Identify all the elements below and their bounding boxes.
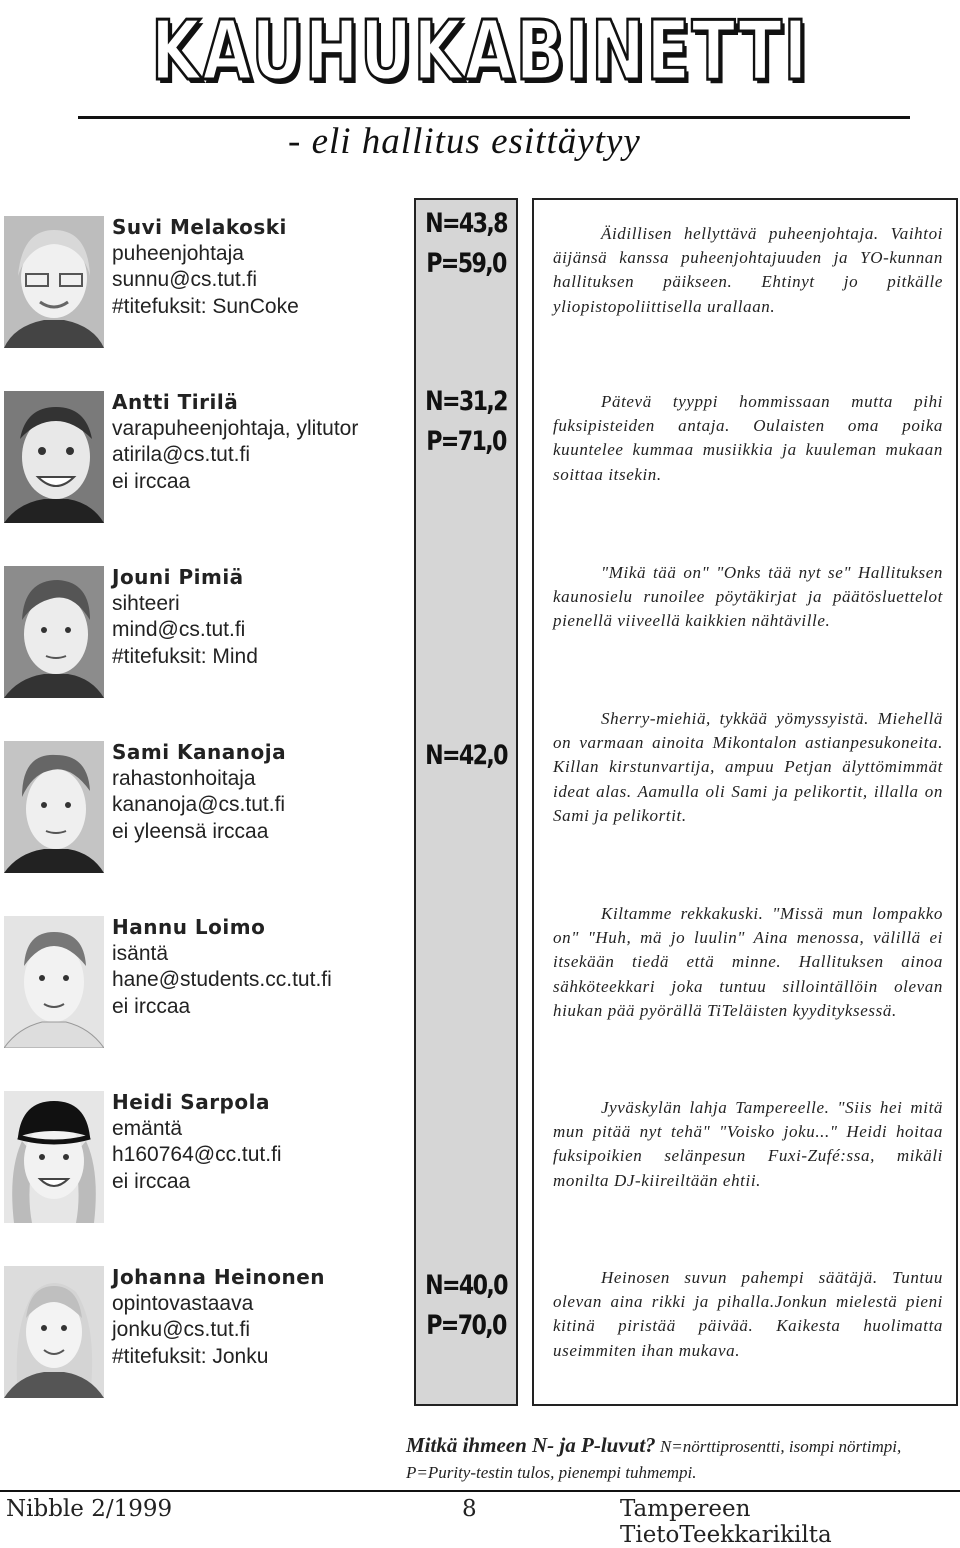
member-info [112, 739, 286, 845]
page-title: KAUHUKABINETTI [151, 4, 809, 99]
member-description: Heinosen suvun pahempi säätäjä. Tuntuu olevan aina rikki ja pihalla.Jonkun mielestä pieni kitinä piristää päivää. Kaikesta huolimatta useimmiten ihan mukava. [553, 1268, 943, 1360]
member-description: Kiltamme rekkakuski. "Missä mun lompakko on" "Huh, mä jo luulin" Aina menossa, välillä ei itsekään tiedä että minne. Hallituksen ainoa sähköteekkari joka tuntuu sillointällöin olevan hiukan pää pyörällä TiTeläisten kyydityksessä. [553, 904, 943, 1020]
member-photo [4, 1091, 104, 1223]
member-description: Jyväskylän lahja Tampereelle. "Siis hei mitä mun pitää nyt tehä" "Voisko joku..." Heidi hoitaa fuksipoikien selänpesun Fuxi-Zufé:ssa, mikäli monilta DJ-kiireiltään ehtii. [553, 1098, 943, 1190]
member-email: kananoja@cs.tut.fi [112, 793, 286, 816]
member-name: Hannu Loimo [112, 915, 266, 939]
member-role: sihteeri [112, 591, 180, 615]
member-name: Jouni Pimiä [112, 565, 244, 589]
footer-publication: Nibble 2/1999 [6, 1496, 173, 1522]
member-name: Antti Tirilä [112, 390, 239, 414]
footer-divider [0, 1490, 960, 1492]
n-value: N=42,0 [425, 740, 507, 771]
member-name: Heidi Sarpola [112, 1090, 270, 1114]
member-note: ei irccaa [112, 469, 191, 493]
title-divider [78, 116, 910, 119]
member-photo [4, 216, 104, 348]
member-email: sunnu@cs.tut.fi [112, 268, 258, 291]
member-email: mind@cs.tut.fi [112, 618, 246, 641]
member-description: Äidillisen hellyttävä puheenjohtaja. Vaihtoi äijänsä kanssa puheenjohtajuuden ja YO-kunnan hallituksen päikseen. Ehtinyt jo pitkälle yliopistopoliittisella urallaan. [553, 224, 943, 316]
member-info [112, 914, 332, 1020]
member-photo [4, 916, 104, 1048]
n-value: N=43,8 [425, 208, 507, 239]
n-value: N=40,0 [425, 1270, 507, 1301]
member-note: #titefuksit: Jonku [112, 1344, 269, 1368]
member-email: atirila@cs.tut.fi [112, 443, 251, 466]
member-name: Suvi Melakoski [112, 215, 287, 239]
member-role: opintovastaava [112, 1291, 254, 1315]
footer-page-number: 8 [462, 1496, 477, 1522]
page-subtitle: - eli hallitus esittäytyy [288, 121, 641, 162]
member-name: Johanna Heinonen [112, 1265, 326, 1289]
member-info [112, 389, 358, 495]
p-value: P=59,0 [426, 248, 506, 279]
member-note: ei irccaa [112, 994, 191, 1018]
footnote [406, 1432, 958, 1486]
member-role: emäntä [112, 1116, 183, 1140]
member-description: "Mikä tää on" "Onks tää nyt se" Hallituksen kaunosielu runoilee pöytäkirjat ja päätösluettelot pienellä viiveellä kaikkien nähtäville. [553, 563, 943, 631]
member-photo [4, 741, 104, 873]
member-info [112, 1264, 325, 1370]
member-photo [4, 391, 104, 523]
member-photo [4, 566, 104, 698]
stats-column [414, 198, 518, 1406]
member-note: ei irccaa [112, 1169, 191, 1193]
member-photo [4, 1266, 104, 1398]
footnote-question: Mitkä ihmeen N- ja P-luvut? [406, 1433, 656, 1457]
member-email: jonku@cs.tut.fi [112, 1318, 251, 1341]
member-role: isäntä [112, 941, 169, 965]
member-description: Pätevä tyyppi hommissaan mutta pihi fuksipisteiden antaja. Oulaisten oma poika kuuntelee kummaa musiikkia ja kuuleman mukaan soittaa itsekin. [553, 392, 943, 484]
p-value: P=70,0 [426, 1310, 506, 1341]
member-description: Sherry-miehiä, tykkää yömyssyistä. Miehellä on varmaan ainoita Mikontalon astianpesukoneita. Killan kirstunvartija, ampuu Petjan älyttömimmät ideat alas. Aamulla oli Sami ja pelikortit, illalla on Sami ja pelikortit. [553, 709, 943, 825]
n-value: N=31,2 [425, 386, 507, 417]
member-info [112, 214, 299, 320]
member-name: Sami Kananoja [112, 740, 287, 764]
member-role: varapuheenjohtaja, ylitutor [112, 416, 359, 440]
member-info [112, 1089, 282, 1195]
member-note: ei yleensä irccaa [112, 819, 269, 843]
member-note: #titefuksit: Mind [112, 644, 258, 668]
member-role: rahastonhoitaja [112, 766, 256, 790]
member-email: h160764@cc.tut.fi [112, 1143, 282, 1166]
p-value: P=71,0 [426, 426, 506, 457]
footer-organization: Tampereen TietoTeekkarikilta [620, 1496, 832, 1548]
member-role: puheenjohtaja [112, 241, 244, 265]
member-note: #titefuksit: SunCoke [112, 294, 299, 318]
member-info [112, 564, 258, 670]
footnote-answer: N=nörttiprosentti, isompi nörtimpi, P=Purity-testin tulos, pienempi tuhmempi. [406, 1437, 902, 1482]
member-email: hane@students.cc.tut.fi [112, 968, 332, 991]
